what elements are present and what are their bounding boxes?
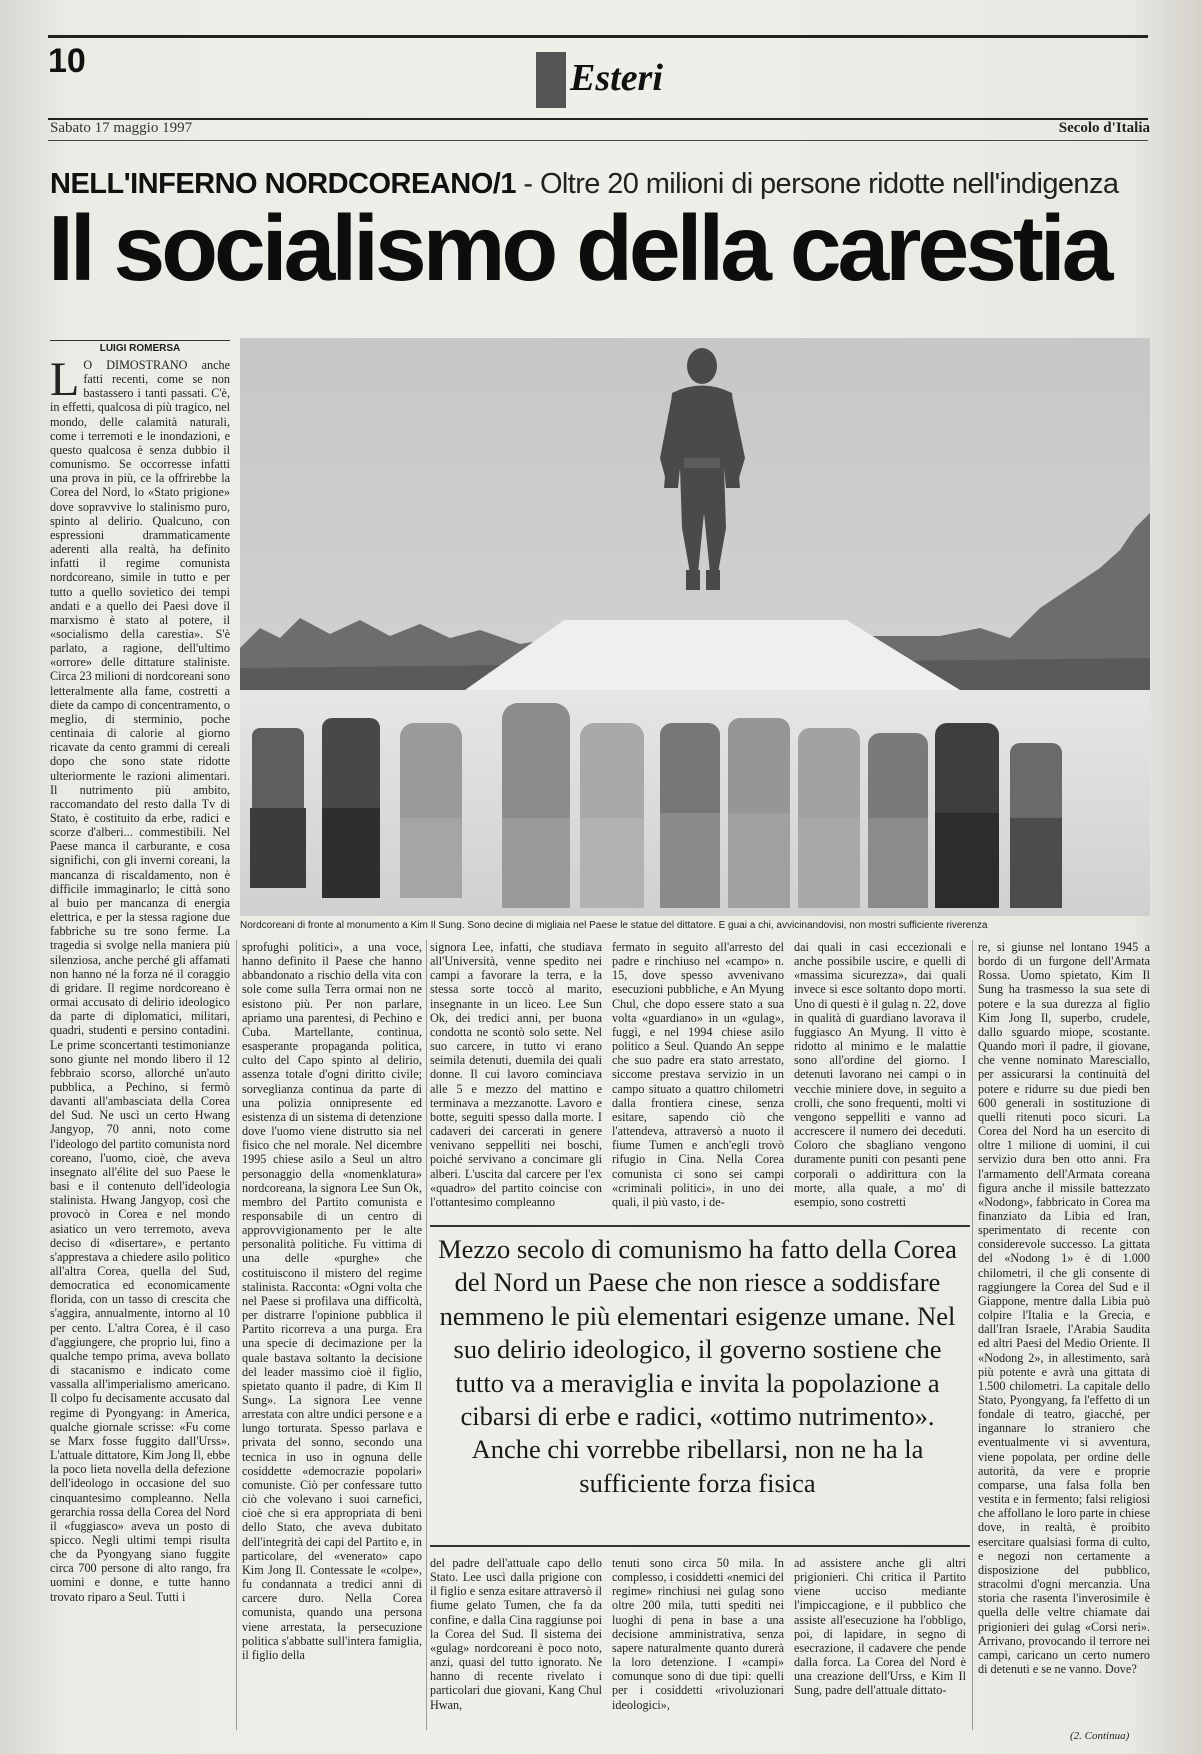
monument-photo xyxy=(240,338,1150,916)
kicker-bold: NELL'INFERNO NORDCOREANO/1 xyxy=(50,168,516,200)
article-column-6: re, si giunse nel lontano 1945 a bordo di un furgone dell'Armata Rossa. Uomo spietato, Kim Il Sung ha trasmesso la sua sete di potere e la sua durezza al figlio Kim Jong Il, superbo, crudele, dallo sguardo miope, scostante. Quando morì il padre, il giovane, che venne nominato Maresciallo, per assicurarsi la continuità del potere e ridurre su due piedi ben 600 generali in sostituzione di quelli ritenuti poco sicuri. La Corea del Nord ha un esercito di oltre 1 milione di uomini, il cui servizio dura ben otto anni. Fra l'armamento dell'Armata coreana figura anche il missile battezzato «Nodong», fabbricato in Corea ma finanziato da Libia ed Iran, sperimentato di recente con considerevole successo. La gittata del «Nodong 1» è di 1.000 chilometri, il che gli consente di raggiungere la Corea del Sud e il Giappone, mentre dalla Libia può colpire l'Italia e la Grecia, e dall'Iran Israele, l'Arabia Saudita ed altri Paesi del Medio Oriente. Il «Nodong 2», in allestimento, sarà più potente e avrà una gittata di 1.500 chilometri. La capitale dello Stato, Pyongyang, fa l'effetto di un fondale di teatro, giacché, per ingannare lo straniero che eventualmente vi si avventura, viene popolata, per ordine delle autorità, da vere e proprie comparse, una falsa folla ben vestita e in fermento; falsi religiosi che affollano le loro parte in chiese dove, in realtà, è proibito esercitare qualsiasi forma di culto, e negozi non certamente a disposizione del pubblico, stracolmi d'ogni mercanzia. Una storia che rasenta l'inverosimile è quella delle veltre chiamate dai prigionieri dei gulag «Corsi neri». Arrivano, provocando il terrore nei campi, caricano un certo numero di detenuti e se ne vanno. Dove? xyxy=(978,940,1150,1676)
column-divider xyxy=(236,940,237,1730)
continues-note: (2. Continua) xyxy=(1070,1730,1130,1742)
article-column-3-continued: del padre dell'attuale capo dello Stato. Lee uscì dalla prigione con il figlio e senza esitare attraversò il fiume gelato Tumen, che fa da confine, e dalla Cina raggiunse poi la Corea del Sud. Il sistema dei «gulag» nordcoreani è poco noto, anzi, quasi del tutto ignorato. Ne hanno di recente rivelato i particolari due giovani, Kang Chul Hwan, xyxy=(430,1556,602,1712)
issue-date: Sabato 17 maggio 1997 xyxy=(50,120,193,136)
column-divider xyxy=(972,940,973,1730)
kicker-subtitle: - Oltre 20 milioni di persone ridotte nell'indigenza xyxy=(515,168,1119,200)
dateline-rule xyxy=(48,118,1148,120)
article-column-2: sprofughi politici», a una voce, hanno definito il Paese che hanno abbandonato a rischio della vita con sole come sulla Terra ormai non ne esistono più. Per non parlare, apriamo una parentesi, di Pechino e Cuba. Martellante, continua, esasperante propaganda politica, culto del Capo spinto al delirio, assenza totale d'ogni diritto civile; sorveglianza continua da parte di una polizia onnipresente ed esistenza di un sistema di detenzione dove l'uomo viene distrutto sia nel fisico che nel morale. Nel dicembre 1995 chiese asilo a Seul un altro personaggio della «nomenklatura» nordcoreana, la signora Lee Sun Ok, membro del Partito comunista e responsabile di un centro di approvvigionamento per le alte personalità politiche. Fu vittima di una delle «purghe» che costituiscono il mistero del regime stalinista. Racconta: «Ogni volta che nel Paese si profilava una difficoltà, per distrarre l'opinione pubblica il Partito ricorreva a una purga. Era una specie di decimazione per la quale bastava soltanto la decisione del leader massimo cioè il figlio, spietato quanto il padre, di Kim Il Sung». La signora Lee venne arrestata con altre undici persone e a lungo torturata. Spesso parlava e privata del sonno, secondo una tecnica in uso in ognuna delle cosiddette «democrazie popolari» comuniste. Ciò per confessare tutto ciò che volevano i suoi carnefici, cioè che si era appropriata di beni dello Stato, che aveva dubitato dell'integrità dei capi del Partito e, in particolare, del «venerato» capo Kim Jong Il. Contessate le «colpe», fu condannata a tredici anni di carcere duro. Nella Corea comunista, quando una persona viene arrestata, la persecuzione politica s'abbatte sull'intera famiglia, il figlio della xyxy=(242,940,422,1662)
photo-caption: Nordcoreani di fronte al monumento a Kim Il Sung. Sono decine di migliaia nel Paese le statue del dittatore. E guai a chi, avvicinandovisi, non mostri sufficiente riverenza xyxy=(240,920,988,931)
article-column-4-continued: tenuti sono circa 50 mila. In complesso, i cosiddetti «nemici del regime» rinchiusi nei gulag sono oltre 200 mila, tutti spediti nei luoghi di pena in base a una decisione amministrativa, senza sapere naturalmente quanto durerà la loro detenzione. I «campi» comunque sono di due tipi: quelli per i cosiddetti «rivoluzionari ideologici», xyxy=(612,1556,784,1712)
column-divider xyxy=(426,940,427,1730)
pull-quote: Mezzo secolo di comunismo ha fatto della Corea del Nord un Paese che non riesce a soddisfare nemmeno le più elementari esigenze umane. Nel suo delirio ideologico, il governo sostiene che tutto va a meraviglia e invita la popolazione a cibarsi di erbe e radici, «ottimo nutrimento». Anche chi vorrebbe ribellarsi, non ne ha la sufficiente forza fisica xyxy=(438,1234,957,1498)
article-column-5-continued: ad assistere anche gli altri prigionieri. Chi critica il Partito viene ucciso mediante l'impiccagione, e il pubblico che assiste all'esecuzione ha l'obbligo, poi, di lapidare, in segno di esecrazione, il cadavere che pende dalla forca. La Corea del Nord è una creazione dell'Urss, e Kim Il Sung, padre dell'attuale dittato- xyxy=(794,1556,966,1698)
pull-quote-rule-bottom xyxy=(430,1545,970,1547)
dateline-rule-bottom xyxy=(48,140,1148,141)
article-column-1 xyxy=(50,358,230,1738)
column-1-text: O DIMOSTRANO anche fatti recenti, come se non bastassero i tanti passati. C'è, in effetti, qualcosa di più tragico, nel mondo, delle calamità naturali, come i terremoti e le inondazioni, e questo qualcosa è senza dubbio il comunismo. Se occorresse infatti una prova in più, ce la offrirebbe la Corea del Nord, lo «Stato prigione» dove sopravvive lo stalinismo puro, spinto al delirio. Qualcuno, con espressioni drammaticamente aderenti alla realtà, ha definito infatti il regime comunista nordcoreano, simile in tutto e per tutto a quello sovietico dei tempi andati e a quello dei Paesi dove il marxismo è stato al potere, il «socialismo della carestia». S'è parlato, a ragione, dell'ultimo «orrore» delle dittature staliniste. Circa 23 milioni di nordcoreani sono letteralmente alla fame, costretti a diete da campo di concentramento, o meglio, di sterminio, poche centinaia di calorie al giorno ricavate da cento grammi di cereali dopo che sono state ridotte ulteriormente le razioni alimentari. Il nutrimento più ambito, raccomandato del resto dalla Tv di Stato, è costituito da erbe, radici e scorze d'alberi... commestibili. Nel Paese manca il carburante, e cosa significhi, con gli inverni coreani, la mancanza di riscaldamento, non è difficile immaginarlo; le città sono al buio per mancanza di energia elettrica, e per la stessa ragione due fabbriche su tre sono ferme. La tragedia si svolge nella maniera più silenziosa, anche perché gli affamati non hanno né la forza né il coraggio di gridare. Il regime nordcoreano è ormai accusato di delirio ideologico da parte di diplomatici, militari, quadri, studenti e persino contadini. Le prime sconcertanti testimonianze sono giunte nel mondo libero il 12 febbraio scorso, allorché un'auto pubblica, a Pechino, si fermò davanti all'ambasciata della Corea del Sud. Ne uscì un certo Hwang Jangyop, 70 anni, noto come l'ideologo del partito comunista nord coreano, l'uomo, cioè, che aveva insegnato all'élite del suo Paese le basi e il contenuto dell'ideologia stalinista. Hwang Jangyop, così che provocò in Corea e nel mondo asiatico un vero terremoto, aveva deciso di «disertare», e pertanto s'apprestava a chiedere asilo politico all'altra Corea, quella del Sud, democratica ed economicamente florida, con un tasso di crescita che s'aggira, annualmente, intorno al 10 per cento. L'altra Corea, è il caso d'aggiungere, che proprio lui, fino a qualche tempo prima, aveva bollato di stacanismo e indicato come vassalla all'imperialismo americano. Il colpo fu decisamente accusato dal regime di Pyongyang: in America, qualche giornale scrisse: «Fu come se Marx fosse fuggito dall'Urss». L'attuale dittatore, Kim Jong Il, ebbe la poco lieta novella della defezione dell'ideologo in occasione del suo cinquantesimo compleanno. Nella gerarchia rossa della Corea del Nord il «fuggiasco» aveva un posto di spicco. Negli ultimi tempi risulta che da Pyongyang siano fuggite circa 700 persone di alto rango, fra uomini e donne, e tutte hanno trovato riparo a Seul. Tutti i xyxy=(50,358,230,1604)
section-initial-block xyxy=(536,52,566,108)
newspaper-name: Secolo d'Italia xyxy=(1058,120,1150,136)
top-rule xyxy=(48,35,1148,38)
byline: LUIGI ROMERSA xyxy=(50,340,230,354)
drop-cap: L xyxy=(50,358,80,406)
article-column-5: dai quali in casi eccezionali e anche possibile uscire, e quelli di «massima sicurezza», dai quali invece si esce soltanto dopo morti. Uno di questi è il gulag n. 22, dove in qualità di guardiano lavorava il fuggiasco An Myung. Il vitto è ridotto al minimo e le malattie sono all'ordine del giorno. I detenuti lavorano nei campi o in vecchie miniere dove, in seguito a crolli, che sono frequenti, molti vi vengono seppelliti e vanno ad accrescere il numero dei deceduti. Coloro che sbagliano vengono duramente puniti con pesanti pene corporali o addirittura con la morte, alla quale, a mo' di esempio, sono costretti xyxy=(794,940,966,1209)
pull-quote-rule-top xyxy=(430,1225,970,1227)
section-title: Esteri xyxy=(570,57,663,99)
article-headline: Il socialismo della carestia xyxy=(48,196,1110,300)
kim-il-sung-statue-image xyxy=(240,338,1150,916)
article-column-4: fermato in seguito all'arresto del padre e rinchiuso nel «campo» n. 15, dove spesso avvenivano esecuzioni pubbliche, e An Myung Chul, che dopo essere stato a sua volta «guardiano» in un «gulag», fuggì, e nel 1994 chiese asilo politico a Seul. Quando An seppe che suo padre era stato arrestato, siccome prestava servizio in un campo situato a quattro chilometri dalla frontiera cinese, senza esitare, sapendo ciò che l'attendeva, attraversò a nuoto il fiume Tumen e anch'egli trovò rifugio in Cina. Nella Corea comunista ci sono sei campi «criminali politici», in uno dei quali, il più vasto, i de- xyxy=(612,940,784,1209)
page-number: 10 xyxy=(48,42,86,80)
article-column-3: signora Lee, infatti, che studiava all'Università, venne spedito nei campi a favorare la terra, e la stessa sorte toccò al marito, insegnante in un liceo. Lee Sun Ok, dei tredici anni, per buona condotta ne scontò solo sette. Nel suo carcere, in tutto vi erano seimila detenuti, duemila dei quali donne. Il cui lavoro cominciava alle 5 e mezzo del mattino e terminava a mezzanotte. Lavoro e botte, seguiti spesso dalla morte. I cadaveri dei carcerati in genere venivano seppelliti nei boschi, poiché servivano a concimare gli alberi. L'uscita dal carcere per l'ex «quadro» del partito coincise con l'ottantesimo compleanno xyxy=(430,940,602,1209)
